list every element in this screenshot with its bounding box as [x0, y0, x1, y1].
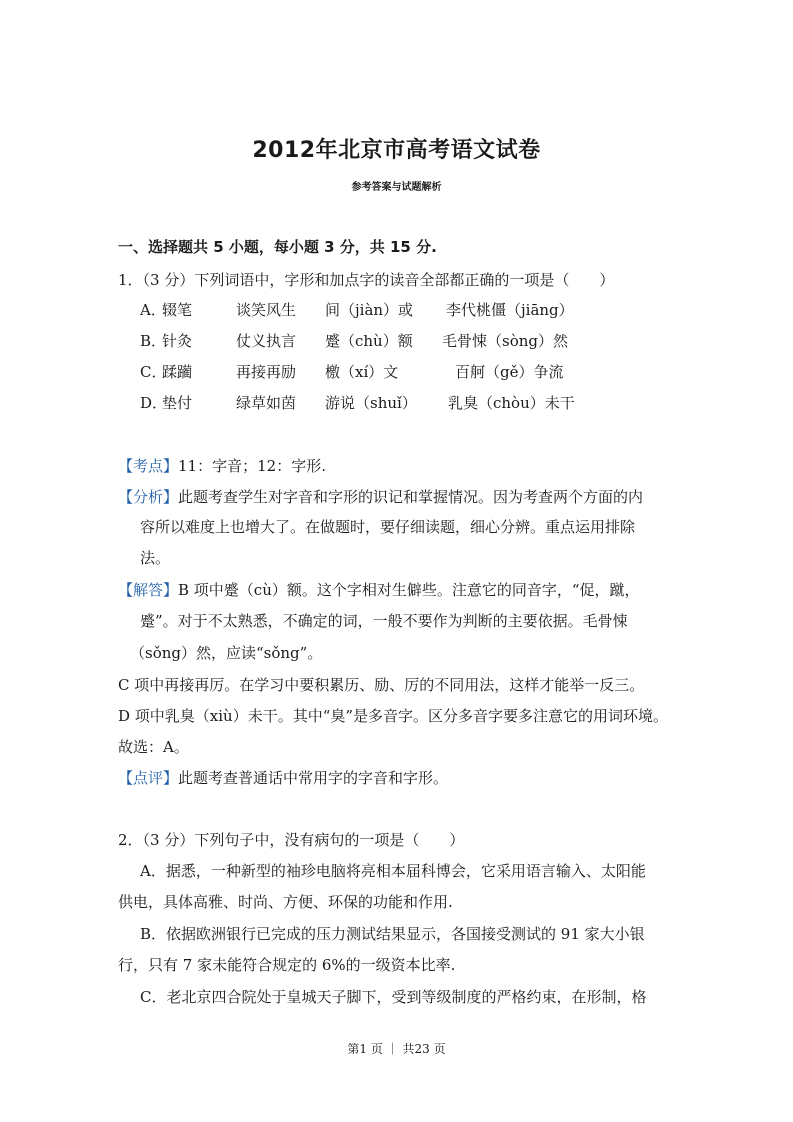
fenxi-tag: 【分析】: [118, 488, 179, 506]
option-letter: B．: [140, 332, 167, 350]
option-word-2: 仗义执言: [236, 332, 297, 350]
document-title: 2012年北京市高考语文试卷: [252, 138, 541, 163]
option-letter: D．: [140, 394, 168, 412]
fenxi-text: 此题考查学生对字音和字形的识记和掌握情况。因为考查两个方面的内: [178, 488, 644, 506]
jieda-line-3: （sǒng）然，应读“sǒng”。: [130, 644, 323, 662]
question-1-option-b: [140, 331, 600, 351]
jieda-text: B 项中蹙（cù）额。这个字相对生僻些。注意它的同音字，“促，蹴，: [178, 581, 640, 599]
option-letter: C．: [140, 363, 167, 381]
option-word-1: 蹂躏: [162, 363, 193, 381]
dianping-text: 此题考查普通话中常用字的字音和字形。: [178, 769, 449, 787]
option-word-4: 李代桃僵（jiāng）: [446, 301, 574, 319]
option-word-2: 绿草如茵: [236, 394, 297, 412]
option-word-4: 毛骨悚（sòng）然: [442, 332, 568, 350]
option-word-4: 乳臭（chòu）未干: [448, 394, 575, 412]
option-letter: A．: [140, 301, 166, 319]
option-word-3: 间（jiàn）或: [325, 301, 414, 319]
question-2-stem: 2．（3 分）下列句子中，没有病句的一项是（ ）: [118, 831, 465, 849]
kaodian-text: 11：字音；12：字形.: [178, 457, 326, 475]
option-word-2: 谈笑风生: [236, 301, 297, 319]
dianping-line: [118, 768, 448, 788]
question-2-option-a-line-2: 供电，具体高雅、时尚、方便、环保的功能和作用.: [118, 893, 453, 911]
question-1-option-d: [140, 393, 600, 413]
fenxi-line-2: 容所以难度上也增大了。在做题时，要仔细读题，细心分辨。重点运用排除: [140, 518, 636, 536]
option-word-3: 蹙（chù）额: [325, 332, 413, 350]
jieda-tag: 【解答】: [118, 581, 179, 599]
kaodian-line: [118, 456, 326, 476]
jieda-line-c: C 项中再接再厉。在学习中要积累历、励、厉的不同用法，这样才能举一反三。: [118, 676, 645, 694]
jieda-line-1: [118, 580, 640, 600]
document-subtitle: 参考答案与试题解析: [351, 182, 442, 193]
dianping-tag: 【点评】: [118, 769, 179, 787]
question-1-option-c: [140, 362, 600, 382]
question-1-option-a: [140, 300, 600, 320]
option-word-3: 檄（xí）文: [325, 363, 399, 381]
question-2-option-b-line-2: 行，只有 7 家未能符合规定的 6%的一级资本比率.: [118, 956, 456, 974]
option-word-3: 游说（shuǐ）: [325, 394, 417, 412]
question-2-option-a-line-1: A．据悉，一种新型的袖珍电脑将亮相本届科博会，它采用语言输入、太阳能: [140, 862, 646, 880]
jieda-line-d: D 项中乳臭（xiù）未干。其中“臭”是多音字。区分多音字要多注意它的用词环境。: [118, 707, 669, 725]
option-word-1: 垫付: [162, 394, 193, 412]
option-word-1: 辍笔: [162, 301, 193, 319]
page-footer: 第1 页 ｜ 共23 页: [347, 1042, 446, 1056]
fenxi-line-1: [118, 487, 643, 507]
question-1-stem: 1．（3 分）下列词语中，字形和加点字的读音全部都正确的一项是（ ）: [118, 271, 615, 289]
option-word-1: 针灸: [162, 332, 193, 350]
fenxi-line-3: 法。: [140, 549, 171, 567]
question-2-option-b-line-1: B．依据欧洲银行已完成的压力测试结果显示，各国接受测试的 91 家大小银: [140, 925, 645, 943]
kaodian-tag: 【考点】: [118, 457, 179, 475]
section-heading: 一、选择题共 5 小题，每小题 3 分，共 15 分.: [118, 238, 437, 256]
option-word-4: 百舸（gě）争流: [455, 363, 564, 381]
question-2-option-c-line-1: C．老北京四合院处于皇城天子脚下，受到等级制度的严格约束，在形制，格: [140, 988, 647, 1006]
option-word-2: 再接再励: [236, 363, 297, 381]
jieda-line-2: 蹙”。对于不太熟悉，不确定的词，一般不要作为判断的主要依据。毛骨悚: [140, 612, 628, 630]
answer-line: 故选：A。: [118, 738, 189, 756]
